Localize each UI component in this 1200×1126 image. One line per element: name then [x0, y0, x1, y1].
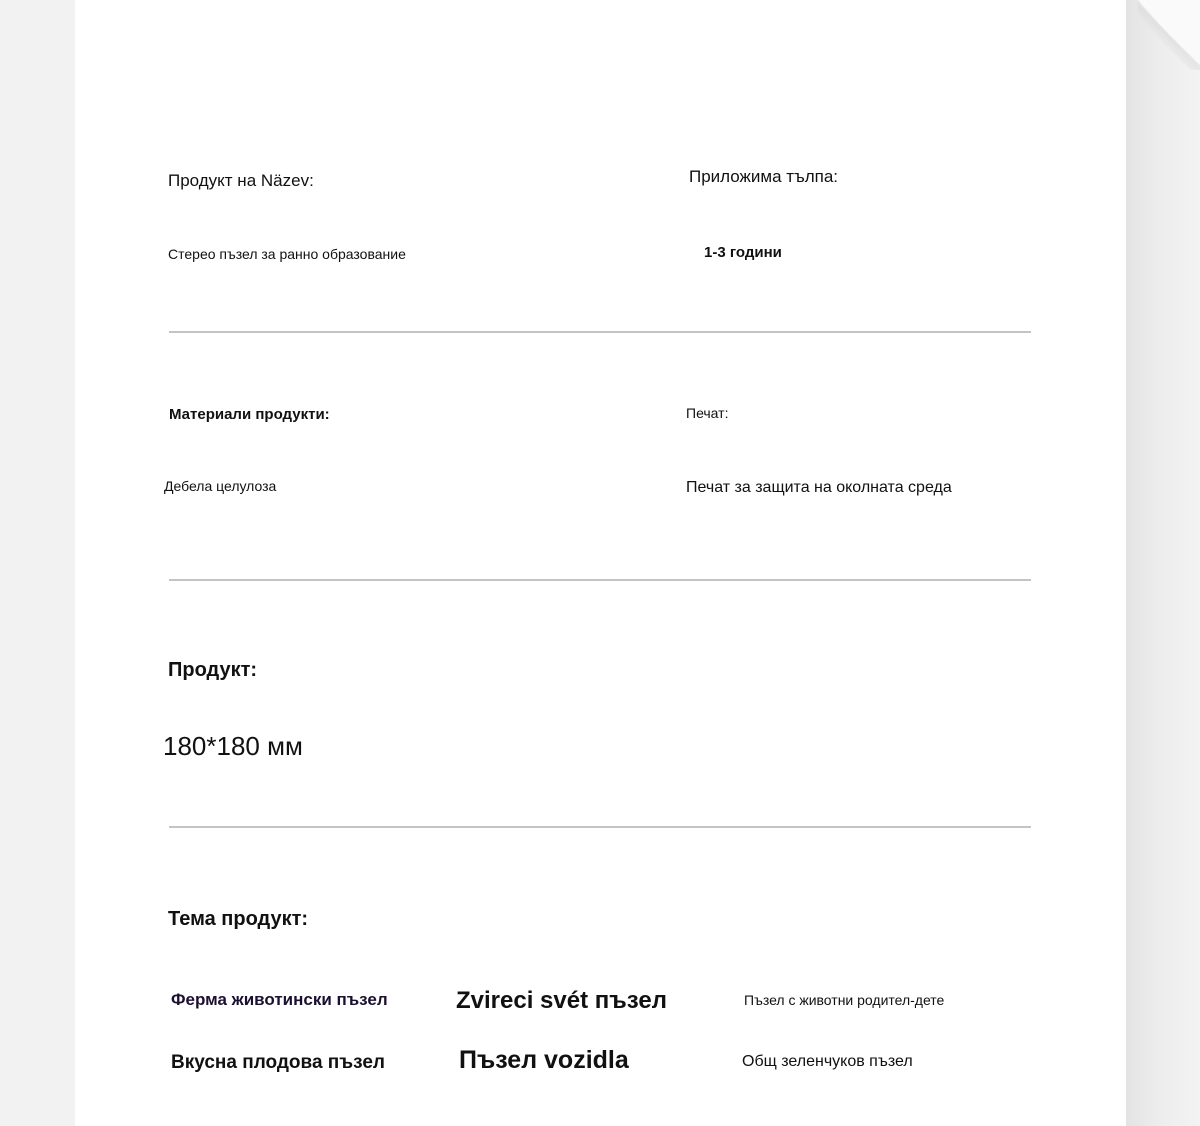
product-name-value: Стерео пъзел за ранно образование — [168, 246, 406, 262]
printing-label: Печат: — [686, 405, 729, 421]
theme-item-fruit: Вкусна плодова пъзел — [171, 1052, 385, 1073]
theme-item-vegetables: Общ зеленчуков пъзел — [742, 1053, 913, 1070]
size-label: Продукт: — [168, 659, 258, 681]
theme-item-animal-world: Zvireci svét пъзел — [456, 987, 667, 1014]
section-divider-2 — [169, 579, 1031, 581]
material-label: Материали продукти: — [169, 406, 330, 423]
page-shadow — [1126, 0, 1200, 1126]
section-divider-3 — [169, 826, 1031, 828]
theme-item-parent-child-animals: Пъзел с животни родител-дете — [744, 992, 945, 1008]
material-value: Дебела целулоза — [164, 478, 277, 494]
age-group-value: 1-3 години — [704, 244, 782, 261]
printing-value: Печат за защита на околната среда — [686, 479, 952, 496]
section-divider-1 — [169, 331, 1031, 333]
document-page — [75, 0, 1126, 1126]
theme-item-vehicles: Пъзел vozidla — [459, 1046, 629, 1074]
theme-label: Тема продукт: — [168, 908, 309, 930]
theme-item-farm-animals: Ферма животински пъзел — [171, 990, 388, 1009]
page-corner-fold-edge — [1138, 0, 1200, 70]
product-name-label: Продукт на Näzev: — [168, 171, 314, 190]
age-group-label: Приложима тълпа: — [689, 167, 838, 186]
size-value: 180*180 мм — [163, 731, 303, 761]
